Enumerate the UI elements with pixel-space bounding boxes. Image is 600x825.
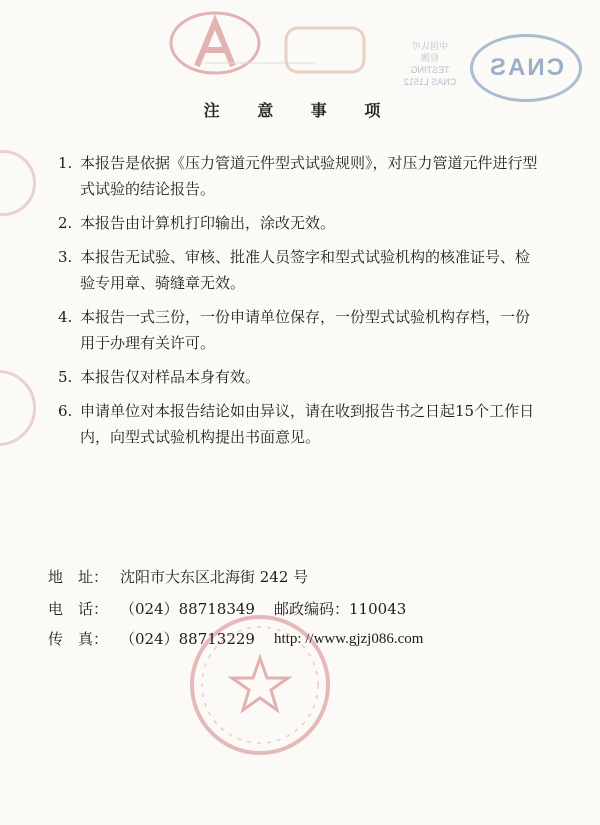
phone-line: [48, 598, 407, 620]
cnas-sub-cn: 中国认可: [412, 41, 449, 51]
cnas-sub-en: TESTING: [410, 65, 450, 75]
note-text: 本报告是依据《压力管道元件型式试验规则》，对压力管道元件进行型式试验的结论报告。: [80, 154, 538, 198]
postcode-label: 邮政编码：: [274, 600, 350, 618]
address-label: 地 址：: [48, 568, 109, 586]
note-item: [58, 304, 538, 356]
note-text: 申请单位对本报告结论如由异议，请在收到报告书之日起15个工作日内，向型式试验机构提出书面意见。: [80, 402, 535, 446]
certification-a-logo: [165, 8, 265, 78]
note-number: 4.: [58, 308, 73, 326]
fax-value: （024）88713229: [120, 630, 255, 648]
postcode-value: 110043: [349, 600, 407, 618]
note-text: 本报告一式三份，一份申请单位保存，一份型式试验机构存档，一份用于办理有关许可。: [80, 308, 531, 352]
fax-label: 传 真：: [48, 630, 109, 648]
note-number: 6.: [58, 402, 73, 420]
note-text: 本报告无试验、审核、批准人员签字和型式试验机构的核准证号、检验专用章、骑缝章无效。: [80, 248, 531, 292]
faint-stamp-text: [205, 62, 315, 78]
cnas-mark: CNAS: [488, 54, 565, 81]
faint-middle-mark: [280, 22, 370, 78]
left-edge-stamp-2: [0, 370, 36, 446]
fax-line: [48, 628, 424, 650]
cnas-code: CNAS L1512: [403, 77, 457, 87]
note-number: 2.: [58, 214, 73, 232]
address-value: 沈阳市大东区北海街 242 号: [120, 568, 309, 586]
page-title: 注 意 事 项: [203, 101, 397, 120]
cnas-logo: [470, 34, 582, 102]
note-text: 本报告仅对样品本身有效。: [80, 368, 261, 386]
note-text: 本报告由计算机打印输出，涂改无效。: [80, 214, 336, 232]
cnas-accreditation-text: [390, 40, 470, 88]
note-number: 5.: [58, 368, 73, 386]
note-number: 1.: [58, 154, 73, 172]
note-item: [58, 150, 538, 202]
notes-list: [58, 150, 538, 458]
note-number: 3.: [58, 248, 73, 266]
phone-label: 电 话：: [48, 600, 109, 618]
left-edge-stamp: [0, 150, 36, 216]
postcode-group: [274, 598, 406, 620]
note-item: [58, 210, 538, 236]
website-link[interactable]: http: //www.gjzj086.com: [274, 631, 424, 647]
cnas-sub-cn2: 检测: [421, 53, 440, 63]
address-line: [48, 566, 308, 588]
note-item: [58, 244, 538, 296]
note-item: [58, 364, 538, 390]
note-item: [58, 398, 538, 450]
phone-value: （024）88718349: [120, 600, 255, 618]
